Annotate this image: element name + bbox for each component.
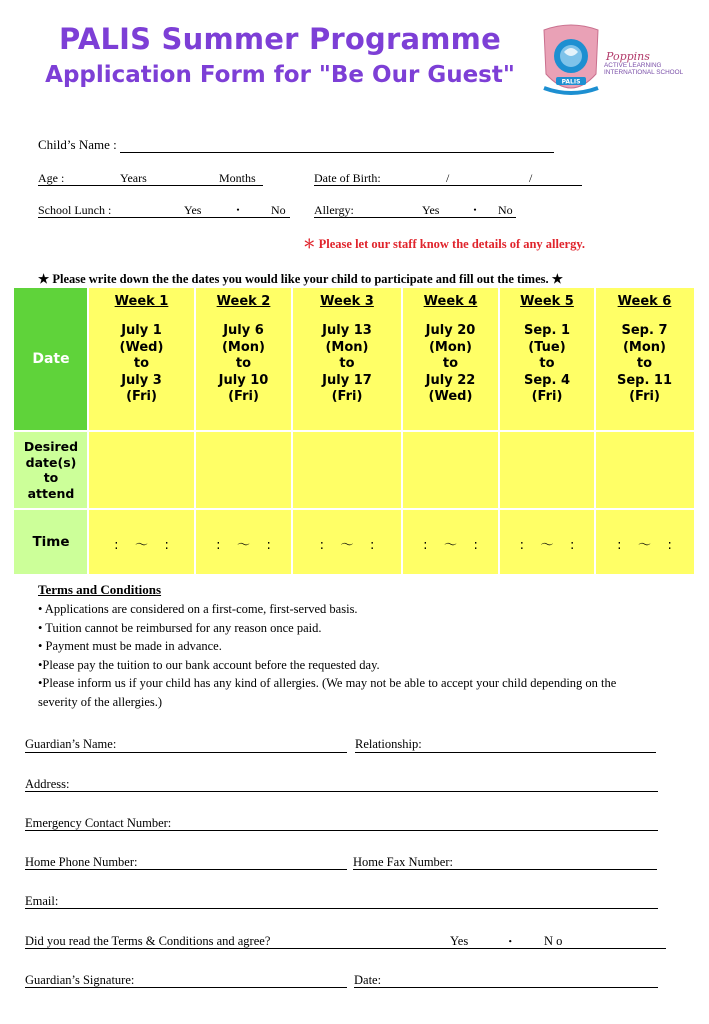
terms-heading: Terms and Conditions xyxy=(38,582,162,597)
home-fax-field[interactable] xyxy=(353,869,657,870)
months-label: Months xyxy=(219,171,256,185)
guardian-name-field[interactable] xyxy=(25,752,347,753)
week-date-line: to xyxy=(235,356,252,371)
school-subtitle xyxy=(604,62,683,76)
week-6-header xyxy=(595,288,694,430)
week-date-line: (Mon) xyxy=(325,339,369,355)
date-header-cell xyxy=(14,288,88,430)
desired-label-line: attend xyxy=(27,485,75,501)
signature-field[interactable] xyxy=(25,987,347,988)
week-date-line: Sep. 4 xyxy=(524,372,570,388)
week-5-header xyxy=(499,288,595,430)
week-date-line: (Fri) xyxy=(228,389,259,404)
instructions: ★ Please write down the the dates you would like your child to participate and fill out the times. ★ xyxy=(38,272,563,286)
terms-item: • Payment must be made in advance. xyxy=(38,639,222,653)
terms-item: •Please pay the tuition to our bank account before the requested day. xyxy=(38,657,380,672)
week-date-line: (Mon) xyxy=(622,339,666,355)
signature-label: Guardian’s Signature: xyxy=(25,973,135,987)
desired-date-cell-week-3[interactable] xyxy=(292,432,402,508)
week-date-line: (Fri) xyxy=(331,389,363,404)
desired-label-line: to xyxy=(43,470,59,485)
week-date-line: (Wed) xyxy=(428,389,473,404)
desired-date-cell-week-6[interactable] xyxy=(595,432,694,508)
dob-separator-1: / xyxy=(446,171,450,185)
date-header-label: Date xyxy=(32,351,70,367)
lunch-separator-dot: ・ xyxy=(232,203,245,217)
week-date-line: July 20 xyxy=(425,323,476,338)
relationship-label: Relationship: xyxy=(355,737,422,751)
form-title: PALIS Summer Programme xyxy=(59,22,501,56)
school-lunch-label: School Lunch : xyxy=(38,203,112,217)
time-cell-week-5[interactable]: : ～ : xyxy=(519,538,575,553)
week-date-line: July 10 xyxy=(218,372,269,388)
signature-date-label: Date: xyxy=(354,973,382,987)
week-label: Week 1 xyxy=(114,294,169,309)
allergy-field xyxy=(314,217,516,218)
desired-label-line: date(s) xyxy=(25,454,77,470)
desired-date-cell-week-2[interactable] xyxy=(195,432,292,508)
week-date-line: July 22 xyxy=(425,372,476,388)
form-subtitle: Application Form for "Be Our Guest" xyxy=(45,62,515,88)
week-label: Week 6 xyxy=(617,294,672,309)
week-date-line: Sep. 1 xyxy=(524,323,570,338)
school-lunch-field xyxy=(38,217,290,218)
agree-no-option[interactable]: N o xyxy=(544,934,563,948)
week-date-line: (Fri) xyxy=(531,389,563,404)
years-label: Years xyxy=(120,171,147,185)
time-cell-week-2[interactable]: : ～ : xyxy=(216,538,271,553)
week-date-line: to xyxy=(133,356,150,371)
week-2-header xyxy=(195,288,292,430)
week-date-line: July 1 xyxy=(121,323,162,338)
week-4-header xyxy=(402,288,499,430)
week-date-line: to xyxy=(442,356,459,371)
week-date-line: July 3 xyxy=(121,372,162,388)
terms-agree-label: Did you read the Terms & Conditions and agree? xyxy=(25,934,271,948)
guardian-name-label: Guardian’s Name: xyxy=(25,737,117,751)
terms-item: • Tuition cannot be reimbursed for any reason once paid. xyxy=(38,620,322,635)
emergency-contact-label: Emergency Contact Number: xyxy=(25,816,172,830)
desired-date-cell-week-4[interactable] xyxy=(402,432,499,508)
emergency-contact-field[interactable] xyxy=(25,830,658,831)
time-cell-week-1[interactable]: : ～ : xyxy=(114,538,169,553)
signature-date-field[interactable] xyxy=(354,987,658,988)
school-name: Poppins xyxy=(606,50,650,63)
address-label: Address: xyxy=(25,777,70,791)
time-label-cell xyxy=(14,510,88,574)
week-date-line: (Fri) xyxy=(126,389,157,404)
dob-separator-2: / xyxy=(529,171,533,185)
school-subtitle-line-1: ACTIVE LEARNING xyxy=(604,62,662,69)
address-field[interactable] xyxy=(25,791,658,792)
table-divider xyxy=(14,430,694,432)
week-date-line: (Mon) xyxy=(428,339,472,355)
week-date-line: July 13 xyxy=(322,323,372,338)
week-label: Week 2 xyxy=(216,294,271,309)
agree-separator-dot: ・ xyxy=(504,935,517,949)
time-cell-week-3[interactable]: : ～ : xyxy=(319,538,375,553)
home-phone-field[interactable] xyxy=(25,869,347,870)
week-date-line: to xyxy=(636,356,653,371)
home-phone-label: Home Phone Number: xyxy=(25,855,138,869)
week-date-line: Sep. 11 xyxy=(616,372,673,388)
week-date-line: Sep. 7 xyxy=(621,323,668,338)
time-cell-week-4[interactable]: : ～ : xyxy=(423,538,478,553)
desired-label-line: Desired xyxy=(23,439,79,454)
desired-dates-label-cell xyxy=(14,432,88,508)
email-field[interactable] xyxy=(25,908,658,909)
allergy-label: Allergy: xyxy=(314,203,354,217)
child-name-field[interactable] xyxy=(120,152,554,153)
home-fax-label: Home Fax Number: xyxy=(353,855,453,869)
child-name-label: Child’s Name : xyxy=(38,137,117,152)
week-date-line: to xyxy=(339,356,355,371)
allergy-separator-dot: ・ xyxy=(469,203,482,217)
week-date-line: July 17 xyxy=(322,372,372,388)
logo-text: PALIS xyxy=(561,78,581,86)
week-date-line: July 6 xyxy=(223,323,264,338)
time-cell-week-6[interactable]: : ～ : xyxy=(617,538,672,553)
dob-label: Date of Birth: xyxy=(314,171,381,185)
week-label: Week 3 xyxy=(320,294,374,309)
week-label: Week 5 xyxy=(520,294,574,309)
terms-agree-field xyxy=(25,948,666,949)
lunch-no-option[interactable]: No xyxy=(271,203,286,217)
table-divider xyxy=(14,508,694,510)
agree-yes-option[interactable]: Yes xyxy=(450,934,469,948)
week-3-header xyxy=(292,288,402,430)
week-date-line: (Wed) xyxy=(119,339,164,355)
week-date-line: (Tue) xyxy=(528,339,566,355)
allergy-note: ＊ Please let our staff know the details of any allergy. xyxy=(303,237,586,251)
lunch-yes-option[interactable]: Yes xyxy=(184,203,202,217)
terms-item: •Please inform us if your child has any kind of allergies. (We may not be able to accept your child depending on the severity of the allergies.) xyxy=(38,676,617,709)
week-label: Week 4 xyxy=(423,294,478,309)
time-label: Time xyxy=(32,534,70,550)
terms-item: • Applications are considered on a first-come, first-served basis. xyxy=(38,602,358,616)
week-date-line: (Fri) xyxy=(629,389,660,404)
terms-list xyxy=(38,600,648,711)
school-subtitle-line-2: INTERNATIONAL SCHOOL xyxy=(604,69,684,76)
email-label: Email: xyxy=(25,894,59,908)
relationship-field[interactable] xyxy=(355,752,656,753)
week-1-header xyxy=(88,288,195,430)
desired-date-cell-week-5[interactable] xyxy=(499,432,595,508)
age-label: Age : xyxy=(38,171,65,185)
palis-crest-logo xyxy=(540,22,602,102)
desired-date-cell-week-1[interactable] xyxy=(88,432,195,508)
week-date-line: to xyxy=(539,356,555,371)
allergy-no-option[interactable]: No xyxy=(498,203,513,217)
week-date-line: (Mon) xyxy=(221,339,265,355)
allergy-yes-option[interactable]: Yes xyxy=(422,203,440,217)
